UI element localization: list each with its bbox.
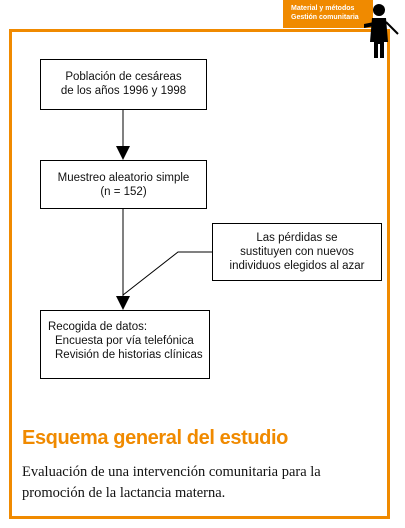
flow-box-population-line2: de los años 1996 y 1998 xyxy=(60,85,187,97)
flow-box-data-collection-line3: Revisión de historias clínicas xyxy=(55,349,203,361)
arrow-head-2 xyxy=(116,296,130,310)
flow-box-losses xyxy=(212,223,382,281)
section-tag-line2: Gestión comunitaria xyxy=(291,14,359,21)
flow-box-losses-line1: Las pérdidas se xyxy=(256,232,338,244)
arrow-head-1 xyxy=(116,146,130,160)
flow-box-data-collection-line1: Recogida de datos: xyxy=(48,321,148,333)
flow-box-losses-line2: sustituyen con nuevos xyxy=(240,246,354,258)
figure-caption: Evaluación de una intervención comunitaria para la promoción de la lactancia materna. xyxy=(22,464,321,501)
flow-box-losses-line3: individuos elegidos al azar xyxy=(229,260,365,272)
flow-box-sampling xyxy=(40,160,207,209)
section-tag-line1: Material y métodos xyxy=(291,5,355,12)
flow-box-population xyxy=(40,59,207,110)
flow-box-population-line1: Población de cesáreas xyxy=(65,71,182,83)
flow-box-data-collection xyxy=(40,310,210,379)
flow-box-data-collection-line2: Encuesta por vía telefónica xyxy=(55,335,194,347)
flow-box-sampling-line1: Muestreo aleatorio simple xyxy=(57,172,190,184)
flow-box-sampling-line2: (n = 152) xyxy=(100,186,147,198)
figure-title: Esquema general del estudio xyxy=(22,427,288,449)
